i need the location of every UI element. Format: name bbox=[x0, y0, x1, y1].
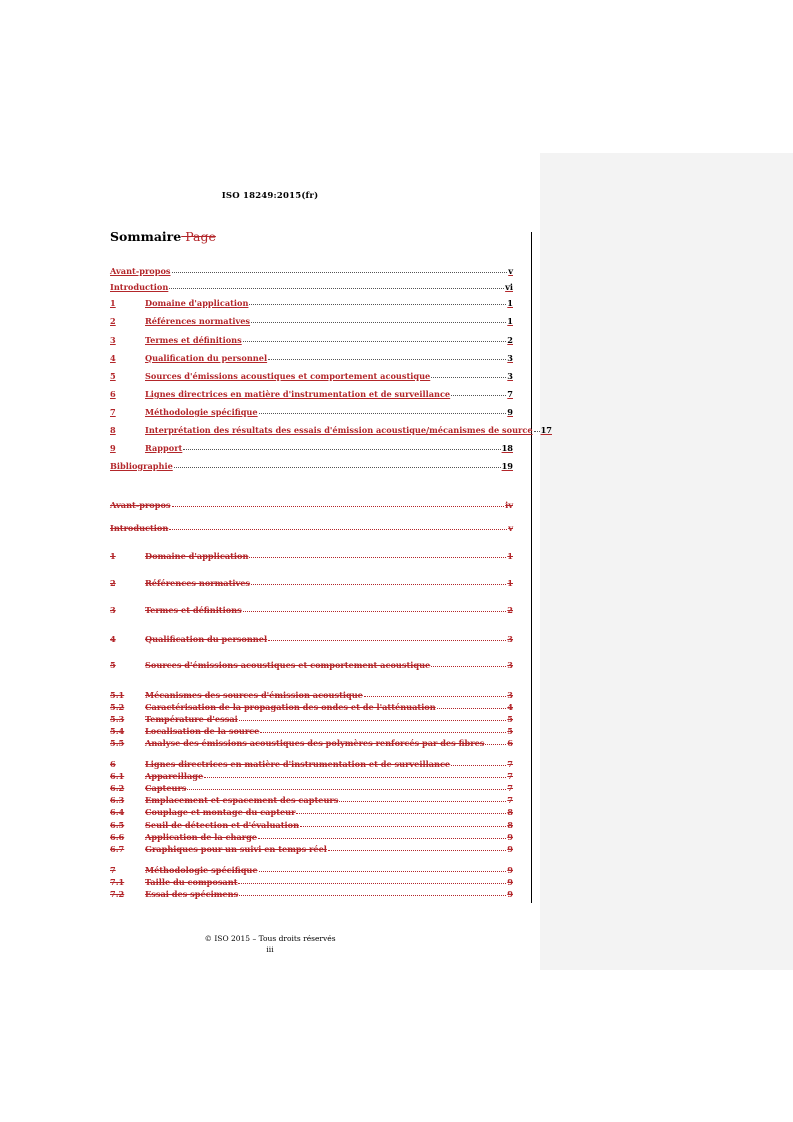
toc-entry-label: Couplage et montage du capteur bbox=[145, 806, 296, 817]
toc-dot-leader bbox=[296, 813, 506, 814]
toc-dot-leader bbox=[258, 838, 506, 839]
toc-entry-page: 2 bbox=[507, 334, 513, 345]
toc-dot-leader bbox=[239, 895, 506, 896]
toc-dot-leader bbox=[249, 304, 506, 305]
change-bar bbox=[531, 232, 532, 903]
toc-dot-leader bbox=[172, 506, 505, 507]
toc-dot-leader bbox=[451, 765, 506, 766]
toc-entry-page: 8 bbox=[507, 819, 513, 830]
toc-entry-number: 6.3 bbox=[110, 794, 125, 805]
toc-entry-label: Introduction bbox=[110, 522, 169, 533]
toc-dot-leader bbox=[187, 789, 506, 790]
toc-entry[interactable] bbox=[110, 404, 513, 416]
toc-entry[interactable] bbox=[110, 368, 513, 380]
page-number: iii bbox=[266, 945, 274, 954]
toc-entry[interactable] bbox=[110, 332, 513, 344]
toc-entry-number: 5 bbox=[110, 659, 116, 670]
toc-dot-leader bbox=[169, 529, 507, 530]
toc-entry-number: 3 bbox=[110, 604, 116, 615]
toc-heading-text: Sommaire bbox=[110, 229, 182, 244]
toc-entry-page: 19 bbox=[501, 460, 513, 471]
toc-entry-label: Termes et définitions bbox=[145, 334, 242, 345]
toc-entry-number: 5.3 bbox=[110, 713, 125, 724]
toc-entry-label: Localisation de la source bbox=[145, 725, 260, 736]
toc-dot-leader bbox=[238, 883, 506, 884]
toc-dot-leader bbox=[169, 288, 504, 289]
toc-entry[interactable] bbox=[110, 279, 513, 291]
toc-entry-label: Références normatives bbox=[145, 577, 251, 588]
toc-dot-leader bbox=[249, 557, 506, 558]
toc-entry-deleted[interactable] bbox=[110, 792, 513, 804]
toc-entry-number: 4 bbox=[110, 633, 116, 644]
toc-dot-leader bbox=[251, 322, 506, 323]
toc-dot-leader bbox=[174, 467, 501, 468]
toc-dot-leader bbox=[260, 732, 506, 733]
toc-entry-deleted[interactable] bbox=[110, 886, 513, 898]
toc-entry-page: 3 bbox=[507, 689, 513, 700]
toc-entry-page: 17 bbox=[540, 424, 552, 435]
toc-entry[interactable] bbox=[110, 440, 513, 452]
toc-dot-leader bbox=[251, 584, 506, 585]
toc-entry-label: Capteurs bbox=[145, 782, 187, 793]
toc-entry-deleted[interactable] bbox=[110, 780, 513, 792]
toc-entry-page: 9 bbox=[507, 864, 513, 875]
comment-pane bbox=[540, 153, 793, 970]
toc-entry-page: 8 bbox=[507, 806, 513, 817]
toc-entry-page: 2 bbox=[507, 604, 513, 615]
toc-entry-deleted[interactable] bbox=[110, 804, 513, 816]
toc-entry-label: Graphiques pour un suivi en temps réel bbox=[145, 843, 327, 854]
toc-dot-leader bbox=[268, 359, 506, 360]
toc-entry-page: 3 bbox=[507, 633, 513, 644]
toc-dot-leader bbox=[534, 431, 540, 432]
toc-dot-leader bbox=[172, 272, 508, 273]
toc-entry[interactable] bbox=[110, 350, 513, 362]
document-header: ISO 18249:2015(fr) bbox=[221, 191, 319, 201]
toc-dot-leader bbox=[431, 377, 506, 378]
toc-entry-page: 1 bbox=[507, 297, 513, 308]
toc-entry-label: Qualification du personnel bbox=[145, 633, 268, 644]
toc-entry-page: 9 bbox=[507, 843, 513, 854]
toc-entry[interactable] bbox=[110, 458, 513, 470]
toc-dot-leader bbox=[243, 341, 507, 342]
toc-entry-label: Lignes directrices en matière d'instrumentation et de surveillance bbox=[145, 758, 451, 769]
toc-entry-number: 1 bbox=[110, 550, 116, 561]
toc-entry-number: 5 bbox=[110, 370, 116, 381]
toc-entry[interactable] bbox=[110, 263, 513, 275]
toc-heading bbox=[110, 229, 216, 244]
toc-entry-deleted[interactable] bbox=[110, 756, 513, 768]
toc-entry-label: Sources d'émissions acoustiques et comportement acoustique bbox=[145, 370, 431, 381]
toc-entry-label: Méthodologie spécifique bbox=[145, 406, 258, 417]
toc-entry-page: 3 bbox=[507, 370, 513, 381]
toc-dot-leader bbox=[339, 801, 506, 802]
toc-entry-label: Termes et définitions bbox=[145, 604, 242, 615]
toc-dot-leader bbox=[431, 666, 506, 667]
toc-entry-deleted[interactable] bbox=[110, 631, 513, 643]
toc-entry-page: 1 bbox=[507, 315, 513, 326]
toc-entry-number: 6.2 bbox=[110, 782, 125, 793]
toc-entry-deleted[interactable] bbox=[110, 575, 513, 587]
toc-dot-leader bbox=[451, 395, 506, 396]
toc-entry-label: Application de la charge bbox=[145, 831, 258, 842]
toc-entry-number: 5.1 bbox=[110, 689, 125, 700]
toc-dot-leader bbox=[204, 777, 506, 778]
toc-entry-number: 7.1 bbox=[110, 876, 125, 887]
toc-dot-leader bbox=[243, 611, 507, 612]
toc-entry-page: 9 bbox=[507, 876, 513, 887]
toc-entry-label: Analyse des émissions acoustiques des polymères renforcés par des fibres bbox=[145, 737, 485, 748]
toc-dot-leader bbox=[259, 871, 507, 872]
toc-entry-number: 2 bbox=[110, 315, 116, 326]
toc-entry-deleted[interactable] bbox=[110, 768, 513, 780]
toc-entry-page: 5 bbox=[507, 725, 513, 736]
toc-entry-deleted[interactable] bbox=[110, 862, 513, 874]
toc-entry-number: 6.6 bbox=[110, 831, 125, 842]
toc-entry-deleted[interactable] bbox=[110, 602, 513, 614]
toc-entry-page: 9 bbox=[507, 406, 513, 417]
toc-entry-page: 7 bbox=[507, 758, 513, 769]
toc-entry-deleted[interactable] bbox=[110, 497, 513, 509]
toc-entry-page: vi bbox=[505, 281, 513, 292]
toc-entry-deleted[interactable] bbox=[110, 841, 513, 853]
toc-entry-number: 1 bbox=[110, 297, 116, 308]
toc-entry-number: 6.4 bbox=[110, 806, 125, 817]
toc-entry-label: Appareillage bbox=[145, 770, 204, 781]
toc-entry-label: Domaine d'application bbox=[145, 550, 249, 561]
toc-entry-label: Mécanismes des sources d'émission acoustique bbox=[145, 689, 363, 700]
toc-dot-leader bbox=[364, 696, 506, 697]
toc-entry-label: Lignes directrices en matière d'instrumentation et de surveillance bbox=[145, 388, 451, 399]
toc-entry-page: 3 bbox=[507, 659, 513, 670]
toc-entry-page: 18 bbox=[501, 442, 513, 453]
toc-entry-deleted[interactable] bbox=[110, 874, 513, 886]
toc-entry-number: 5.4 bbox=[110, 725, 125, 736]
toc-dot-leader bbox=[437, 708, 507, 709]
toc-dot-leader bbox=[183, 449, 500, 450]
toc-entry-number: 8 bbox=[110, 424, 116, 435]
toc-entry-deleted[interactable] bbox=[110, 711, 513, 723]
toc-entry-label: Domaine d'application bbox=[145, 297, 249, 308]
toc-entry-page: v bbox=[508, 265, 513, 276]
toc-entry-label: Température d'essai bbox=[145, 713, 238, 724]
toc-entry-label: Avant-propos bbox=[110, 265, 171, 276]
toc-entry-label: Qualification du personnel bbox=[145, 352, 268, 363]
toc-entry-deleted[interactable] bbox=[110, 687, 513, 699]
toc-entry-label: Taille du composant bbox=[145, 876, 238, 887]
toc-dot-leader bbox=[259, 413, 507, 414]
copyright-notice: © ISO 2015 – Tous droits réservés bbox=[204, 934, 336, 943]
toc-entry-deleted[interactable] bbox=[110, 657, 513, 669]
toc-entry-label: Références normatives bbox=[145, 315, 251, 326]
toc-entry[interactable] bbox=[110, 386, 513, 398]
toc-entry-deleted[interactable] bbox=[110, 735, 513, 747]
toc-entry-number: 6.5 bbox=[110, 819, 125, 830]
toc-entry-page: 7 bbox=[507, 782, 513, 793]
toc-entry-label: Avant-propos bbox=[110, 499, 171, 510]
toc-entry-label: Rapport bbox=[145, 442, 183, 453]
toc-entry-number: 7 bbox=[110, 864, 116, 875]
toc-entry[interactable] bbox=[110, 422, 552, 435]
toc-entry-label: Seuil de détection et d'évaluation bbox=[145, 819, 300, 830]
toc-entry-number: 6.7 bbox=[110, 843, 125, 854]
toc-entry-page: 7 bbox=[507, 770, 513, 781]
toc-entry-label: Emplacement et espacement des capteurs bbox=[145, 794, 339, 805]
toc-entry-label: Méthodologie spécifique bbox=[145, 864, 258, 875]
toc-entry-page: 9 bbox=[507, 831, 513, 842]
toc-entry-page: 3 bbox=[507, 352, 513, 363]
toc-dot-leader bbox=[268, 640, 506, 641]
toc-entry-number: 6 bbox=[110, 758, 116, 769]
toc-entry-number: 3 bbox=[110, 334, 116, 345]
toc-entry-deleted[interactable] bbox=[110, 699, 513, 711]
toc-entry-number: 2 bbox=[110, 577, 116, 588]
toc-dot-leader bbox=[239, 720, 507, 721]
toc-dot-leader bbox=[485, 744, 506, 745]
toc-entry-page: 5 bbox=[507, 713, 513, 724]
toc-entry-number: 9 bbox=[110, 442, 116, 453]
toc-entry-deleted[interactable] bbox=[110, 829, 513, 841]
toc-entry-deleted[interactable] bbox=[110, 520, 513, 532]
toc-heading-deleted: Page bbox=[181, 229, 216, 244]
toc-entry-deleted[interactable] bbox=[110, 548, 513, 560]
toc-entry-label: Essai des spécimens bbox=[145, 888, 239, 899]
toc-entry-label: Bibliographie bbox=[110, 460, 173, 471]
toc-entry-label: Sources d'émissions acoustiques et comportement acoustique bbox=[145, 659, 431, 670]
toc-entry-label: Caractérisation de la propagation des ondes et de l'atténuation bbox=[145, 701, 436, 712]
toc-entry-number: 7.2 bbox=[110, 888, 125, 899]
toc-entry-page: 6 bbox=[507, 737, 513, 748]
toc-entry-page: 1 bbox=[507, 577, 513, 588]
toc-entry-page: 7 bbox=[507, 388, 513, 399]
toc-entry-label: Interprétation des résultats des essais d'émission acoustique/mécanismes de source bbox=[145, 424, 533, 435]
toc-entry-number: 6.1 bbox=[110, 770, 125, 781]
document-footer bbox=[0, 933, 540, 955]
toc-entry-label: Introduction bbox=[110, 281, 169, 292]
toc-entry[interactable] bbox=[110, 295, 513, 307]
toc-entry-number: 7 bbox=[110, 406, 116, 417]
toc-entry-page: iv bbox=[505, 499, 513, 510]
toc-entry-page: v bbox=[508, 522, 513, 533]
toc-entry-page: 7 bbox=[507, 794, 513, 805]
toc-entry-number: 5.5 bbox=[110, 737, 125, 748]
toc-entry-number: 5.2 bbox=[110, 701, 125, 712]
toc-entry-page: 1 bbox=[507, 550, 513, 561]
toc-entry[interactable] bbox=[110, 313, 513, 325]
toc-dot-leader bbox=[300, 826, 506, 827]
toc-entry-page: 9 bbox=[507, 888, 513, 899]
toc-entry-number: 6 bbox=[110, 388, 116, 399]
toc-entry-deleted[interactable] bbox=[110, 817, 513, 829]
toc-entry-deleted[interactable] bbox=[110, 723, 513, 735]
toc-entry-page: 4 bbox=[507, 701, 513, 712]
toc-entry-number: 4 bbox=[110, 352, 116, 363]
toc-dot-leader bbox=[328, 850, 506, 851]
